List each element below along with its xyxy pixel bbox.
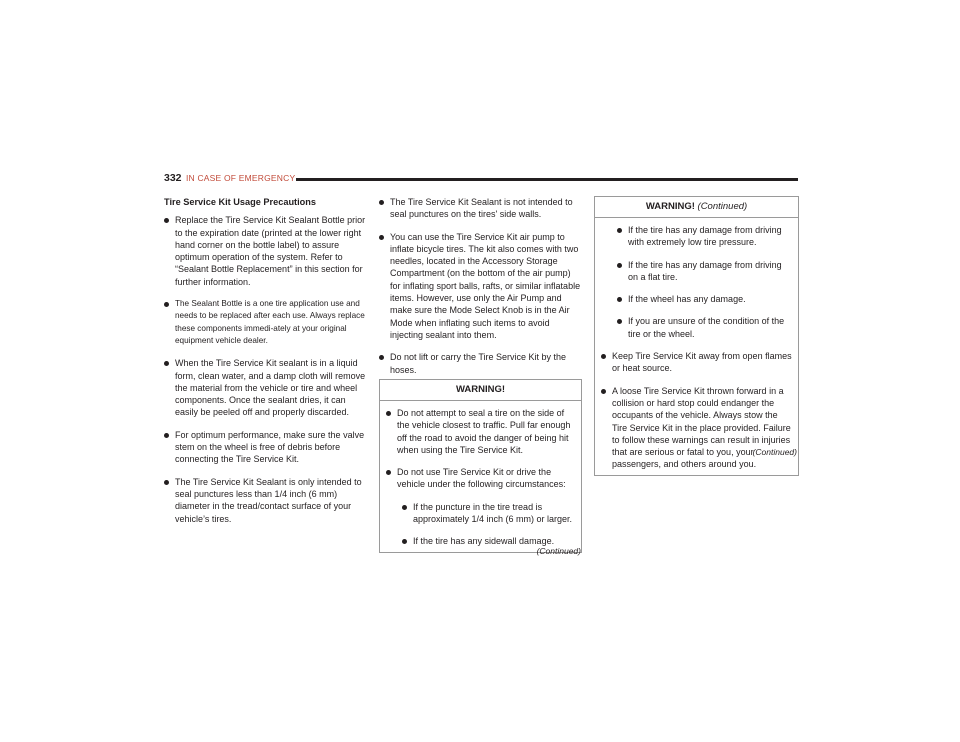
bullet-icon bbox=[164, 433, 169, 438]
list-item: When the Tire Service Kit sealant is in a liquid form, clean water, and a damp cloth will remove the material from the vehicle or tire and wheel components. Once the sealant dries, it can easily be peeled off and properly discarded. bbox=[164, 357, 366, 418]
warning-box-continued bbox=[594, 196, 799, 476]
section-heading: Tire Service Kit Usage Precautions bbox=[164, 197, 317, 207]
warning-title: WARNING! bbox=[380, 380, 581, 401]
bullet-icon bbox=[164, 480, 169, 485]
bullet-icon bbox=[617, 263, 622, 268]
warning-box bbox=[379, 379, 582, 553]
warning-body bbox=[595, 218, 798, 471]
sub-list bbox=[386, 501, 575, 548]
warning-title: WARNING! (Continued) bbox=[595, 197, 798, 218]
section-title: IN CASE OF EMERGENCY bbox=[186, 173, 296, 183]
column-2 bbox=[379, 196, 581, 386]
header-rule bbox=[296, 178, 798, 181]
bullet-icon bbox=[601, 389, 606, 394]
list-item: The Tire Service Kit Sealant is only intended to seal punctures less than 1/4 inch (6 mm) diameter in the tread/contact surface of your vehicle’s tires. bbox=[164, 476, 366, 525]
list-item: The Sealant Bottle is a one tire application use and needs to be replaced after each use. Always replace these components immedi-ately at your original equipment vehicle dealer. bbox=[164, 298, 366, 347]
bullet-icon bbox=[402, 505, 407, 510]
list-item: For optimum performance, make sure the valve stem on the wheel is free of debris before connecting the Tire Service Kit. bbox=[164, 429, 366, 466]
list-item: Do not use Tire Service Kit or drive the vehicle under the following circumstances: bbox=[386, 466, 575, 491]
bullet-icon bbox=[617, 297, 622, 302]
bullet-icon bbox=[601, 354, 606, 359]
list-item: Keep Tire Service Kit away from open flames or heat source. bbox=[601, 350, 792, 375]
list-item: The Tire Service Kit Sealant is not intended to seal punctures on the tires' side walls. bbox=[379, 196, 581, 221]
bullet-icon bbox=[379, 355, 384, 360]
list-item: Do not attempt to seal a tire on the side of the vehicle closest to traffic. Pull far enough off the road to avoid the danger of being hit when using the Tire Service Kit. bbox=[386, 407, 575, 456]
bullet-icon bbox=[379, 235, 384, 240]
list-item: If the puncture in the tire tread is approximately 1/4 inch (6 mm) or larger. bbox=[402, 501, 575, 526]
list-item: If the tire has any damage from driving with extremely low tire pressure. bbox=[617, 224, 792, 249]
bullet-icon bbox=[386, 470, 391, 475]
list-item: If the tire has any sidewall damage. bbox=[402, 535, 575, 547]
bullet-icon bbox=[164, 361, 169, 366]
list-item: If the wheel has any damage. bbox=[617, 293, 792, 305]
warning-body bbox=[380, 401, 581, 548]
list-item: Replace the Tire Service Kit Sealant Bottle prior to the expiration date (printed at the lower right hand corner on the bottle label) to assure optimum operation of the system. Refer to “Sealant Bottle Replacement” in this section for further information. bbox=[164, 214, 366, 288]
list-item: If the tire has any damage from driving on a flat tire. bbox=[617, 259, 792, 284]
sub-list bbox=[601, 224, 792, 340]
bullet-icon bbox=[164, 302, 169, 307]
bullet-icon bbox=[617, 319, 622, 324]
bullet-icon bbox=[617, 228, 622, 233]
page-number: 332 bbox=[164, 172, 182, 184]
continued-note: (Continued) bbox=[536, 546, 581, 556]
continued-note: (Continued) bbox=[752, 447, 797, 457]
bullet-icon bbox=[386, 411, 391, 416]
bullet-icon bbox=[379, 200, 384, 205]
bullet-icon bbox=[402, 539, 407, 544]
list-item: If you are unsure of the condition of the tire or the wheel. bbox=[617, 315, 792, 340]
list-item: You can use the Tire Service Kit air pump to inflate bicycle tires. The kit also comes with two needles, located in the Accessory Storage Compartment (on the bottom of the air pump) for inflating sport balls, rafts, or similar inflatable items. However, use only the Air Pump and make sure the Mode Select Knob is in the Air Mode when inflating such items to avoid injecting sealant into them. bbox=[379, 231, 581, 342]
list-item: Do not lift or carry the Tire Service Kit by the hoses. bbox=[379, 351, 581, 376]
list-item: A loose Tire Service Kit thrown forward in a collision or hard stop could endanger the occupants of the vehicle. Always stow the Tire Service Kit in the place provided. Failure to follow these warnings can result in injuries that are serious or fatal to you, your passengers, and others around you. bbox=[601, 385, 792, 471]
page-header bbox=[164, 172, 798, 186]
bullet-icon bbox=[164, 218, 169, 223]
column-1 bbox=[164, 196, 366, 535]
